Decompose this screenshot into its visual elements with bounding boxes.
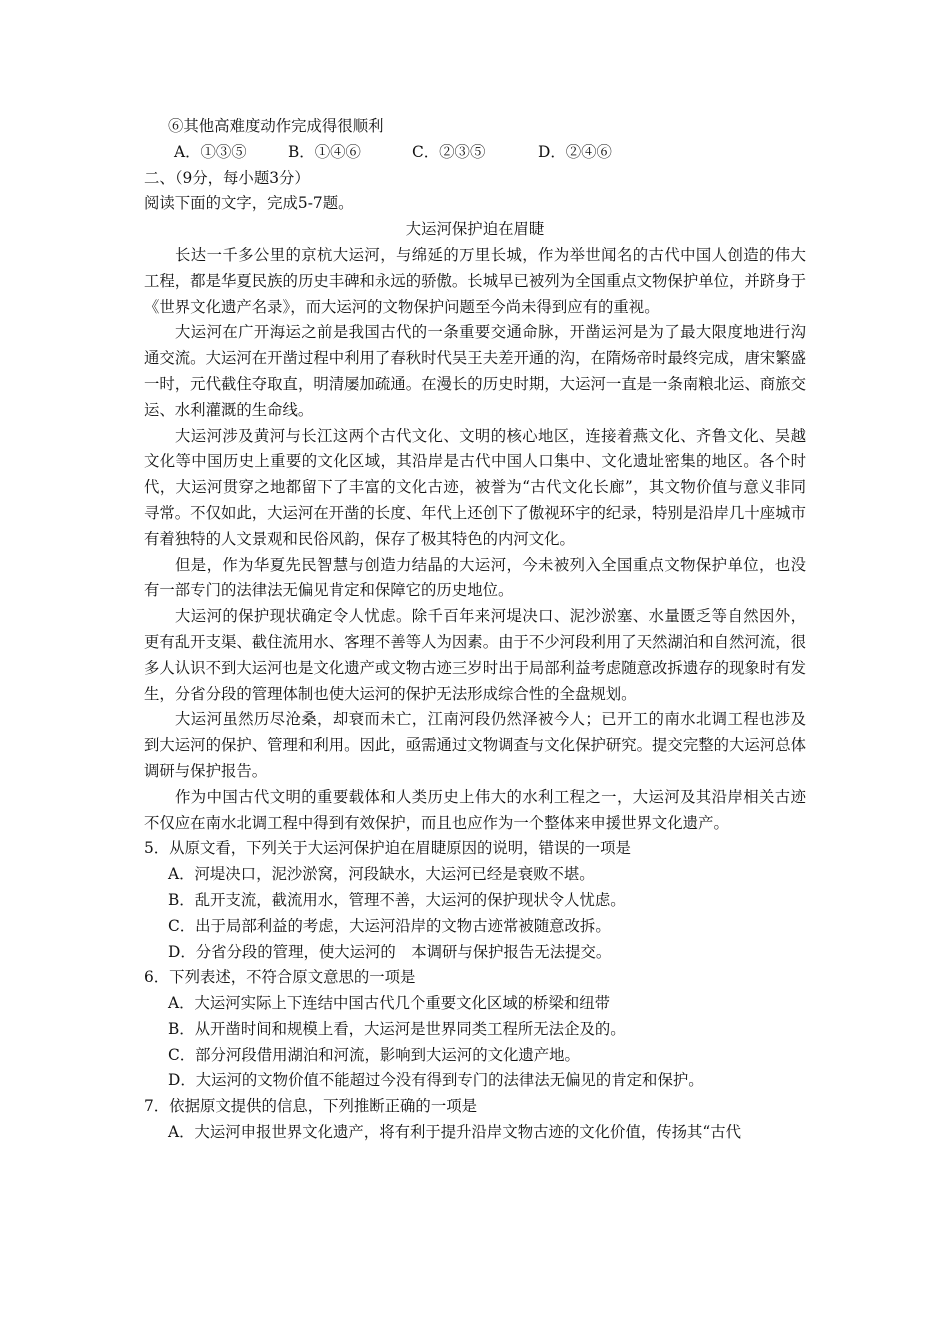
prev-item-6: ⑥其他高难度动作完成得很顺利 — [168, 117, 384, 135]
prev-option-b: B．①④⑥ — [288, 142, 361, 161]
question-6-stem: 6．下列表述，不符合原文意思的一项是 — [144, 968, 416, 987]
article-paragraph: 长达一千多公里的京杭大运河，与绵延的万里长城，作为举世闻名的古代中国人创造的伟大工程，都是华夏民族的历史丰碑和永远的骄傲。长城早已被列为全国重点文物保护单位，并跻身于《世界文化遗产名录》，而大运河的文物保护问题至今尚未得到应有的重视。 — [144, 245, 806, 316]
question-5-stem: 5．从原文看，下列关于大运河保护迫在眉睫原因的说明，错误的一项是 — [144, 839, 631, 858]
prev-option-a: A．①③⑤ — [174, 142, 247, 161]
question-5-option-a: A．河堤决口，泥沙淤窝，河段缺水，大运河已经是衰败不堪。 — [168, 865, 595, 884]
prev-option-c: C．②③⑤ — [412, 142, 486, 161]
question-6-option-c: C．部分河段借用湖泊和河流，影响到大运河的文化遗产地。 — [168, 1045, 580, 1064]
question-5-option-b: B．乱开支流，截流用水，管理不善，大运河的保护现状令人忧虑。 — [168, 890, 626, 909]
article-paragraph: 作为中国古代文明的重要载体和人类历史上伟大的水利工程之一，大运河及其沿岸相关古迹不仅应在南水北调工程中得到有效保护，而且也应作为一个整体来申援世界文化遗产。 — [144, 787, 806, 832]
prev-options — [144, 140, 806, 166]
article-paragraph: 大运河的保护现状确定令人忧虑。除千百年来河堤决口、泥沙淤塞、水量匮乏等自然因外，更有乱开支渠、截住流用水、客理不善等人为因素。由于不少河段利用了天然湖泊和自然河流，很多人认识不到大运河也是文化遗产或文物古迹三岁时出于局部利益考虑随意改拆遗存的现象时有发生，分省分段的管理体制也使大运河的保护无法形成综合性的全盘规划。 — [144, 607, 806, 703]
article-title: 大运河保护迫在眉睫 — [405, 220, 545, 239]
section-heading: 二、（9分，每小题3分） — [144, 168, 310, 187]
question-6-option-d: D．大运河的文物价值不能超过今没有得到专门的法律法无偏见的肯定和保护。 — [168, 1071, 704, 1090]
article-paragraph: 大运河虽然历尽沧桑，却衰而未亡，江南河段仍然泽被今人；已开工的南水北调工程也涉及到大运河的保护、管理和利用。因此，亟需通过文物调查与文化保护研究。提交完整的大运河总体调研与保护报告。 — [144, 710, 806, 780]
question-6-option-a: A．大运河实际上下连结中国古代几个重要文化区域的桥梁和纽带 — [168, 994, 611, 1013]
article-paragraph: 大运河在广开海运之前是我国古代的一条重要交通命脉，开凿运河是为了最大限度地进行沟通交流。大运河在开凿过程中利用了春秋时代吴王夫差开通的沟，在隋炀帝时最终完成，唐宋繁盛一时，元代截住夺取直，明清屡加疏通。在漫长的历史时期，大运河一直是一条南粮北运、商旅交运、水利灌溉的生命线。 — [144, 323, 806, 419]
prev-option-d: D．②④⑥ — [538, 142, 612, 161]
question-5-option-d: D．分省分段的管理，使大运河的 本调研与保护报告无法提交。 — [168, 942, 612, 961]
question-7-stem: 7．依据原文提供的信息，下列推断正确的一项是 — [144, 1097, 477, 1116]
article-paragraph: 大运河涉及黄河与长江这两个古代文化、文明的核心地区，连接着燕文化、齐鲁文化、吴越文化等中国历史上重要的文化区域，其沿岸是古代中国人口集中、文化遗址密集的地区。各个时代，大运河贯穿之地都留下了丰富的文化古迹，被誉为“古代文化长廊”，其文物价值与意义非同寻常。不仅如此，大运河在开凿的长度、年代上还创下了傲视环宇的纪录，特别是沿岸几十座城市有着独特的人文景观和民俗风韵，保存了极其特色的内河文化。 — [144, 426, 806, 548]
article-paragraph: 但是，作为华夏先民智慧与创造力结晶的大运河，今未被列入全国重点文物保护单位，也没有一部专门的法律法无偏见肯定和保障它的历史地位。 — [144, 555, 806, 600]
reading-instruction: 阅读下面的文字，完成5-7题。 — [144, 194, 354, 213]
question-7-option-a: A．大运河申报世界文化遗产，将有利于提升沿岸文物古迹的文化价值，传扬其“古代 — [168, 1123, 742, 1142]
question-5-option-c: C．出于局部利益的考虑，大运河沿岸的文物古迹常被随意改拆。 — [168, 916, 611, 935]
question-6-option-b: B．从开凿时间和规模上看，大运河是世界同类工程所无法企及的。 — [168, 1019, 626, 1038]
exam-page — [144, 114, 806, 1146]
